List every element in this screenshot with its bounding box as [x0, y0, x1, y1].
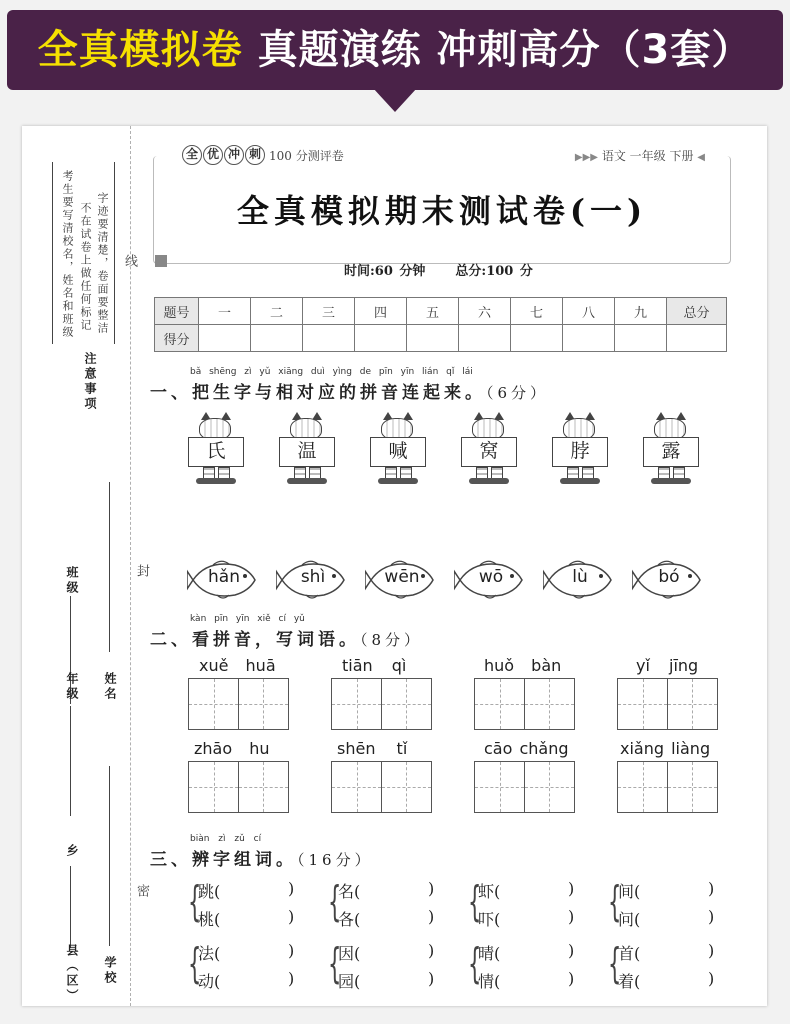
- brand-subtitle: 100 分测评卷: [269, 148, 344, 163]
- notes-heading: 注意事项: [83, 352, 97, 412]
- blank-close[interactable]: ): [428, 941, 435, 960]
- brace-icon: {: [608, 877, 622, 926]
- score-cell[interactable]: [303, 325, 355, 352]
- brand-char: 全: [182, 145, 202, 165]
- pair-char: 晴(: [478, 944, 501, 963]
- pair-char: 跳(: [198, 882, 221, 901]
- grade-label: 年级: [65, 672, 79, 702]
- blank-close[interactable]: ): [288, 907, 295, 926]
- grid-cell[interactable]: [238, 678, 289, 730]
- row-label: 得分: [155, 325, 199, 352]
- q1-points: （6分）: [486, 384, 550, 402]
- banner-pointer: [373, 88, 417, 112]
- q2-title-text: 二、看拼音，写词语。: [150, 630, 360, 650]
- table-header-cell: 七: [511, 298, 563, 325]
- fish-card[interactable]: [454, 557, 530, 603]
- score-cell[interactable]: [615, 325, 667, 352]
- pair-char: 桃(: [198, 910, 221, 929]
- cat-feet: [469, 478, 509, 484]
- fish-pinyin: lù: [572, 567, 588, 587]
- blank-close[interactable]: ): [708, 907, 715, 926]
- word-pinyin: xiǎng liàng: [620, 739, 711, 758]
- grid-cell[interactable]: [474, 761, 525, 813]
- pair-char: 动(: [198, 972, 221, 991]
- blank-close[interactable]: ): [568, 941, 575, 960]
- fish-card[interactable]: [632, 557, 708, 603]
- writing-grid[interactable]: [331, 678, 433, 730]
- char-pair: [328, 879, 448, 929]
- pair-char: 因(: [338, 944, 361, 963]
- fish-pinyin: hǎn: [208, 567, 240, 587]
- writing-grid[interactable]: [617, 678, 719, 730]
- brand-char: 冲: [224, 145, 244, 165]
- banner-headline: [7, 10, 783, 90]
- grid-cell[interactable]: [331, 678, 382, 730]
- blank-close[interactable]: ): [708, 941, 715, 960]
- score-cell[interactable]: [511, 325, 563, 352]
- seal-text-secret: 密: [134, 884, 149, 897]
- school-field[interactable]: [109, 766, 110, 946]
- cat-feet: [196, 478, 236, 484]
- blank-close[interactable]: ): [428, 969, 435, 988]
- grid-cell[interactable]: [331, 761, 382, 813]
- fish-pinyin: bó: [658, 567, 680, 587]
- cat-card[interactable]: [457, 418, 521, 484]
- char-pair: [328, 941, 448, 991]
- table-header-cell: 一: [199, 298, 251, 325]
- char-pair: [188, 941, 308, 991]
- blank-close[interactable]: ): [568, 969, 575, 988]
- fish-pinyin: wō: [478, 567, 504, 587]
- blank-close[interactable]: ): [288, 969, 295, 988]
- promo-banner: [7, 10, 783, 90]
- cat-card[interactable]: [366, 418, 430, 484]
- cat-feet: [560, 478, 600, 484]
- word-pinyin: shēn tǐ: [337, 739, 408, 758]
- char-pair: [608, 879, 728, 929]
- grid-cell[interactable]: [667, 678, 718, 730]
- q3-title: [150, 845, 374, 870]
- brace-icon: {: [468, 939, 482, 988]
- brace-icon: {: [608, 939, 622, 988]
- table-row: [155, 325, 727, 352]
- subject-text: 语文 一年级 下册: [601, 149, 694, 163]
- score-cell[interactable]: [251, 325, 303, 352]
- char-pair: [188, 879, 308, 929]
- table-header-cell: 八: [563, 298, 615, 325]
- writing-grid[interactable]: [617, 761, 719, 813]
- total-score-cell[interactable]: [667, 325, 727, 352]
- grade-field[interactable]: [70, 706, 71, 816]
- char-sign: 温: [279, 437, 335, 467]
- q2-title: [150, 625, 423, 650]
- word-pinyin: zhāo hu: [194, 739, 270, 758]
- grid-cell[interactable]: [188, 678, 239, 730]
- grid-cell[interactable]: [238, 761, 289, 813]
- banner-highlight: 全真模拟卷: [37, 27, 243, 73]
- total-header-cell: 总分: [667, 298, 727, 325]
- blank-close[interactable]: ): [568, 879, 575, 898]
- notes-bracket-left: [52, 162, 53, 344]
- pair-char: 吓(: [478, 910, 501, 929]
- time-score-line: [344, 260, 563, 279]
- pair-char: 各(: [338, 910, 361, 929]
- corner-square: [155, 255, 167, 267]
- grid-cell[interactable]: [524, 761, 575, 813]
- word-pinyin: huǒ bàn: [484, 656, 562, 675]
- char-sign: 露: [643, 437, 699, 467]
- q1-pinyin: bǎ shēng zì yǔ xiāng duì yìng de pīn yīn lián qǐ lái: [190, 367, 473, 377]
- table-header-cell: 四: [355, 298, 407, 325]
- pair-char: 问(: [618, 910, 641, 929]
- blank-close[interactable]: ): [708, 879, 715, 898]
- fish-pinyin: wēn: [384, 567, 420, 587]
- word-pinyin: cāo chǎng: [484, 739, 569, 758]
- arrow-left-icon: ◀: [697, 152, 705, 163]
- banner-subtitle: 真题演练 冲刺高分（3套）: [257, 27, 753, 73]
- grid-cell[interactable]: [617, 678, 668, 730]
- pair-char: 法(: [198, 944, 221, 963]
- fish-card[interactable]: [543, 557, 619, 603]
- township-field[interactable]: [70, 866, 71, 948]
- word-pinyin: tiān qì: [342, 656, 407, 675]
- q3-pinyin: biàn zì zǔ cí: [190, 834, 262, 844]
- fish-pinyin: shì: [300, 567, 326, 587]
- q1-title-text: 一、把生字与相对应的拼音连起来。: [150, 383, 486, 403]
- q3-points: （16分）: [297, 851, 374, 869]
- notes-bracket-right: [114, 162, 115, 344]
- char-pair: [608, 941, 728, 991]
- brace-icon: {: [188, 939, 202, 988]
- writing-grid[interactable]: [331, 761, 433, 813]
- table-header-cell: 九: [615, 298, 667, 325]
- notes-line-2: 不在试卷上做任何标记: [79, 202, 92, 332]
- total-score: 总分:100 分: [455, 264, 533, 279]
- table-header-cell: 五: [407, 298, 459, 325]
- name-label: 姓名: [103, 672, 117, 702]
- cat-feet: [378, 478, 418, 484]
- grid-cell[interactable]: [617, 761, 668, 813]
- grid-cell[interactable]: [381, 678, 432, 730]
- pair-char: 名(: [338, 882, 361, 901]
- table-header-cell: 三: [303, 298, 355, 325]
- pair-char: 着(: [618, 972, 641, 991]
- cat-card[interactable]: [184, 418, 248, 484]
- pair-char: 虾(: [478, 882, 501, 901]
- score-cell[interactable]: [563, 325, 615, 352]
- pair-char: 情(: [478, 972, 501, 991]
- pair-char: 园(: [338, 972, 361, 991]
- score-cell[interactable]: [355, 325, 407, 352]
- brace-icon: {: [188, 877, 202, 926]
- subject-info: [571, 147, 709, 164]
- char-sign: 喊: [370, 437, 426, 467]
- brand-char: 刺: [245, 145, 265, 165]
- char-sign: 氏: [188, 437, 244, 467]
- table-row: [155, 298, 727, 325]
- class-label: 班级: [65, 566, 79, 596]
- school-label: 学校: [103, 956, 117, 986]
- grid-cell[interactable]: [524, 678, 575, 730]
- writing-grid[interactable]: [474, 761, 576, 813]
- grid-cell[interactable]: [381, 761, 432, 813]
- brand-logo: [182, 145, 350, 165]
- county-label: 县（区）: [65, 944, 79, 1004]
- seal-text-line: 线: [122, 254, 137, 267]
- blank-close[interactable]: ): [708, 969, 715, 988]
- brace-icon: {: [328, 877, 342, 926]
- notes-line-1: 考生要写清校名，姓名和班级: [61, 170, 74, 339]
- cat-card[interactable]: [548, 418, 612, 484]
- fish-card[interactable]: [365, 557, 441, 603]
- table-header-cell: 二: [251, 298, 303, 325]
- q3-title-text: 三、辨字组词。: [150, 850, 297, 870]
- township-label: 乡: [65, 844, 79, 859]
- fish-card[interactable]: [187, 557, 263, 603]
- blank-close[interactable]: ): [428, 907, 435, 926]
- grid-cell[interactable]: [188, 761, 239, 813]
- blank-close[interactable]: ): [288, 941, 295, 960]
- writing-grid[interactable]: [474, 678, 576, 730]
- writing-grid[interactable]: [188, 761, 290, 813]
- time-limit: 时间:60 分钟: [344, 264, 426, 279]
- exam-paper: [22, 126, 767, 1006]
- pair-char: 首(: [618, 944, 641, 963]
- blank-close[interactable]: ): [568, 907, 575, 926]
- blank-close[interactable]: ): [288, 879, 295, 898]
- exam-title: 全真模拟期末测试卷(一): [236, 192, 648, 230]
- char-pair: [468, 879, 588, 929]
- name-field[interactable]: [109, 482, 110, 652]
- brace-icon: {: [328, 939, 342, 988]
- char-sign: 脖: [552, 437, 608, 467]
- cat-card[interactable]: [275, 418, 339, 484]
- char-pair: [468, 941, 588, 991]
- grid-cell[interactable]: [474, 678, 525, 730]
- score-cell[interactable]: [199, 325, 251, 352]
- brand-char: 优: [203, 145, 223, 165]
- word-pinyin: xuě huā: [199, 656, 276, 675]
- notes-line-3: 字迹要清楚，卷面要整洁: [96, 192, 109, 335]
- table-header-cell: 六: [459, 298, 511, 325]
- row-label: 题号: [155, 298, 199, 325]
- cat-card[interactable]: [639, 418, 703, 484]
- score-cell[interactable]: [459, 325, 511, 352]
- fish-card[interactable]: [276, 557, 352, 603]
- blank-close[interactable]: ): [428, 879, 435, 898]
- q1-title: [150, 378, 549, 403]
- q2-pinyin: kàn pīn yīn xiě cí yǔ: [190, 614, 305, 624]
- writing-grid[interactable]: [188, 678, 290, 730]
- q2-points: （8分）: [360, 631, 424, 649]
- char-sign: 窝: [461, 437, 517, 467]
- pair-char: 间(: [618, 882, 641, 901]
- cat-feet: [651, 478, 691, 484]
- grid-cell[interactable]: [667, 761, 718, 813]
- arrows-right-icon: ▶▶▶: [574, 152, 598, 163]
- brace-icon: {: [468, 877, 482, 926]
- cat-feet: [287, 478, 327, 484]
- seal-text-seal: 封: [134, 564, 149, 577]
- word-pinyin: yǐ jīng: [636, 656, 699, 675]
- score-cell[interactable]: [407, 325, 459, 352]
- score-table: [154, 297, 727, 352]
